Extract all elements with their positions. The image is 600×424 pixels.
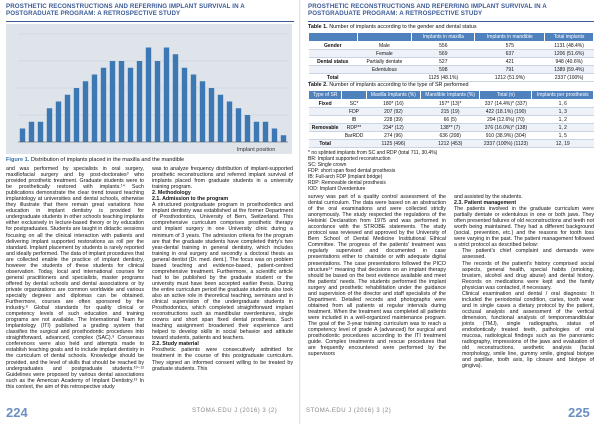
bar <box>236 108 241 142</box>
table1-header-cell: Implants in maxilla <box>412 33 475 42</box>
body-text: and was performed by specialists in oral surgery, maxillofacial surgery and by post-doctorates³ who provided prosthetic treatment. Graduate students were to be prosthetically restored with implants.¹⁴ Such publications demonstrate the clear trend toward teaching implantology at universities and dental schools, otherwise they illustrate that there remain great variations how education in implant dentistry is provided for undergraduate students in other schools teaching implants either exclusively in lecture-based theory or by education for postgraduates. Students are taught in didactic sessions focusing on all the clinical interaction with patients and delivering implant supported restorations as roll per the standard. Implant placement by students is rarely reported and ideally performed. The data of implant procedures that are collected enable the practice of implant dentistry, however the students of these students for clinical observation. Today, local and international courses for general practitioners and specialists, master programs offered by dental schools and dental associations or by private organizations are common worldwide and various specialty degrees and diplomas can be obtained. Furthermore, courses are often sponsored by the industry.⁸ Global standards for quality clinical or competency levels of such education and training programs are not available. The International Team for Implantology (ITI) published a grading system that classifies the surgical and prosthodontic procedures into straightforward, advanced, complex (SAC).⁹ Consensus conferences were also held and attempts made to establish teaching goals and to include implant dentistry in the curriculum of dental schools. Knowledge should be provided, and the level of skills that should be reached by undergraduates and postgraduate students.¹⁰⁻¹² Guidelines were proposed by various dental associations such as the American Academy of Implant Dentistry.¹³ In this context, the aim of this retrospective study <box>6 166 144 390</box>
table1-cell: 1125 (48.1%) <box>412 74 475 82</box>
table2-cell: BarRDD <box>342 132 367 140</box>
table2-caption: Number of implants according to the type of SR performed <box>329 82 469 88</box>
table2-cell <box>309 132 342 140</box>
table-row <box>309 116 594 124</box>
table1-label: Table 1. <box>308 24 328 30</box>
body-text: A structured postgraduate program in prosthodontics and implant dentistry was established at the former Department of Prosthodontics, University of Bern, Switzerland. This comprehensive curriculum comprises prosthetic therapy and implant surgery in one University clinic during a minimum of 3 years. The admission criteria for the program are that the graduate students have completed thirty's two year-dental training in general dentistry, which includes training in oral surgery and secondly a doctoral thesis as general dentist (Dr. med. dent.). The focus was on problem based teaching and evidence-based, patient-centred comprehensive treatment. Furthermore, a scientific article had to be published by the graduate student or the university must have been accepted earlier thesis. During the entire curriculum period the graduate students also took also an active role in theoretical teaching, seminars and in clinical supervision of the undergraduate students in Prosthodontics, which completed straightforward implant reconstructions such as mandibular overdentures, single crowns and short span fixed dental prosthesis. Such teaching assignment broadened their experience and helped to develop skills in social behavior and attitude toward students, patients and teachers. <box>152 202 293 342</box>
journal-footer: STOMA.EDU J (2016) 3 (2) <box>192 408 278 414</box>
table1-cell: Partially dentate <box>357 58 412 66</box>
figure-caption <box>6 157 294 163</box>
table2-header-row <box>309 91 594 100</box>
bar <box>38 122 43 142</box>
table-row <box>309 124 594 132</box>
table1-title <box>308 24 594 30</box>
bar <box>218 95 223 142</box>
subsection-heading: 2.3. Patient management <box>454 200 517 207</box>
table1-cell: 948 (40.6%) <box>545 58 594 66</box>
bar <box>110 61 115 142</box>
table2 <box>308 90 594 148</box>
table2-cell: 12, 19 <box>532 140 594 148</box>
table2-cell: 910 (38.9%) (304) <box>480 132 532 140</box>
table2-header-cell: Total (n) <box>480 91 532 100</box>
table1-cell: 1206 (51.6%) <box>545 50 594 58</box>
bar <box>173 54 178 142</box>
table1-cell: 556 <box>412 42 475 50</box>
table1-cell: Male <box>357 42 412 50</box>
table2-cell: 636 (208) <box>421 132 480 140</box>
table2-cell: 376 (16.0%)* (138) <box>480 124 532 132</box>
bar <box>191 75 196 143</box>
table1-cell: Total <box>309 74 358 82</box>
table-row <box>309 58 594 66</box>
table2-cell: Removable <box>309 124 342 132</box>
table2-cell: 1125 (496) <box>366 140 420 148</box>
table-row <box>309 140 594 148</box>
table2-cell: 66 (5) <box>421 116 480 124</box>
right-column-1 <box>308 194 446 402</box>
bar <box>29 122 34 142</box>
table1-header-row <box>309 33 594 42</box>
bar <box>119 61 124 142</box>
table1-cell: 575 <box>475 42 545 50</box>
table1-cell <box>357 74 412 82</box>
bar <box>56 102 61 143</box>
table2-header-cell: Implants per prosthesis <box>532 91 594 100</box>
table2-cell: 234* (12) <box>366 124 420 132</box>
table1-cell: 421 <box>475 58 545 66</box>
table1-cell <box>309 50 358 58</box>
table1-caption: Number of implants according to the gender and dental status <box>329 24 477 30</box>
table-row <box>309 50 594 58</box>
bar <box>83 81 88 142</box>
body-text: and assisted by the students. <box>454 194 523 200</box>
implant-position-chart <box>6 24 292 154</box>
table-note: IOD: Implant Overdenture <box>308 186 366 192</box>
page-number: 225 <box>568 405 590 420</box>
table2-cell: FDP <box>342 108 367 116</box>
table2-cell: 422 (18.1%) (190) <box>480 108 532 116</box>
table1-wrap <box>308 32 594 82</box>
table1-cell: Gender <box>309 42 358 50</box>
table2-cell: 1, 2 <box>532 116 594 124</box>
x-axis-label: Implant position <box>236 147 276 153</box>
table1-header-cell <box>357 33 412 42</box>
bar <box>92 75 97 143</box>
journal-footer: STOMA.EDU J (2016) 3 (2) <box>306 408 392 414</box>
bar <box>245 115 250 142</box>
table2-cell: 274 (96) <box>366 132 420 140</box>
table2-cell: 337 (14.4%)* (337) <box>480 100 532 108</box>
table2-cell: 1, 6 <box>532 100 594 108</box>
list-item: • Clinical examination and dental / oral diagnosis: It included the periodontal condition, caries, tooth wear and in single cases a dietary protocol by the patient, occlusal analysis and assessment of the vertical dimension, functional analysis of temporomandibular joints (TMJ), single radiographs, status of endodontically treated teeth, pathologies of oral mucosa, radiological findings such as the panoramic radiography, impressions of the jaws and evaluation of old reconstructions, aesthetic analysis (facial morphology, smile line, gummy smile, gingival biotype and papillae, tooth axis, lip closure and biotype of gingiva). <box>462 291 594 370</box>
bar <box>20 129 25 143</box>
subsection-heading: 2.2. Study material <box>152 341 199 348</box>
bar <box>281 135 286 142</box>
table2-cell: 294 (12.6%) (70) <box>480 116 532 124</box>
table2-cell: 215 (19) <box>421 108 480 116</box>
table-note: BR: Implant supported reconstruction <box>308 156 391 162</box>
table2-label: Table 2. <box>308 82 328 88</box>
table2-cell: RDP** <box>342 124 367 132</box>
table1-cell: Dental status <box>309 58 358 66</box>
table2-cell: SC* <box>342 100 367 108</box>
table2-cell: 228 (39) <box>366 116 420 124</box>
bar <box>272 129 277 143</box>
table1-cell: 569 <box>412 50 475 58</box>
bar <box>65 95 70 142</box>
table1-cell: Edentulous <box>357 66 412 74</box>
chart-svg <box>6 24 292 154</box>
table1-cell <box>309 66 358 74</box>
table1-header-cell <box>309 33 358 42</box>
table1-header-cell: Implants in mandible <box>475 33 545 42</box>
left-column-2 <box>152 166 293 402</box>
table-note: * no splinted implants from SC and RDP (total 711, 30.4%) <box>308 150 438 156</box>
table2-cell: 1, 2 <box>532 124 594 132</box>
table2-cell: 2337 (100%) (1123) <box>480 140 532 148</box>
body-text: Prosthetic patients were consecutively admitted for treatment in the course of this postgraduate curriculum. They signed an informed consent willing to be treated by graduate students. This <box>152 347 293 372</box>
right-page <box>300 0 600 424</box>
bar <box>182 68 187 142</box>
bar <box>155 61 160 142</box>
table-row <box>309 132 594 140</box>
bar <box>137 61 142 142</box>
running-header: PROSTHETIC RECONSTRUCTIONS AND REFERRING IMPLANT SURVIVAL IN A POSTGRADUATE PROGRAM: A RETROSPECTIVE STUDY <box>6 3 245 17</box>
body-text: survey was part of a quality control assessment of the dental curriculum. The data were based on an abstraction of the oral examinations and were collected strictly anonymously. The study respected the regulations of the Helsinki Declaration from 1975 and was performed in accordance with the STROBE statements. The study protocol was reviewed and approved by the University of Bern School of Dental Medicine Institutional Ethical Committee. The progress of the patients' treatment was regularly supervised and documented in case presentations either to chairside or with adequate digital presentations. The case presentations followed the PICO structure¹⁴ meaning that decisions on an implant therapy should be based on the best evidence available and meet the patients' needs. The students performed the implant surgery and prosthetic rehabilitation under the guidance and supervision of the director and staff specialists of the Department. Detailed records and photographs were obtained from all patients at regular intervals during treatment. When the treatment was completed all patients were included in a well-organized maintenance program. The goal of the 3-year training curriculum was to reach a competency level of grade A (advanced) for surgical and prosthodontic procedures according to the ITI treatment guide. Complex treatments and rescue procedures that are frequently encountered were performed by the supervisors <box>308 194 446 358</box>
table1-cell: 2337 (100%) <box>545 74 594 82</box>
table2-header-cell: Type of SR <box>309 91 342 100</box>
table-notes <box>308 150 594 192</box>
figure-label: Figure 1. <box>6 157 30 163</box>
bar <box>200 81 205 142</box>
table1-cell: 527 <box>412 58 475 66</box>
bar <box>74 88 79 142</box>
running-header: PROSTHETIC RECONSTRUCTIONS AND REFERRING IMPLANT SURVIVAL IN A POSTGRADUATE PROGRAM: A RETROSPECTIVE STUDY <box>308 3 547 17</box>
protocol-list <box>454 248 594 369</box>
list-item: • The records of the patient's history comprised social aspects, general health, special habits (smoking, bruxism, alcohol and drug abuse) and dental history. Records on medications were kept and the family physician was contacted, if necessary. <box>462 261 594 291</box>
table-note: SC: Single crown <box>308 162 347 168</box>
table2-cell: 207 (92) <box>366 108 420 116</box>
table1-cell: 637 <box>475 50 545 58</box>
body-text: was to analyze frequency distribution of implant-supported prosthetic reconstructions and referred implant survival of implants placed from graduate students in a university training program. <box>152 166 293 191</box>
right-column-2 <box>454 194 594 402</box>
table2-title <box>308 82 594 88</box>
table2-cell: 1, 3 <box>532 108 594 116</box>
table1-cell: 1389 (59.4%) <box>545 66 594 74</box>
header-rule <box>6 21 294 22</box>
table-row <box>309 42 594 50</box>
table-row <box>309 100 594 108</box>
table2-cell: 1, 5 <box>532 132 594 140</box>
table-row <box>309 66 594 74</box>
table-note: RDP: Removable dental prosthesis <box>308 180 386 186</box>
figure-caption-text: Distribution of implants placed in the maxilla and the mandible <box>30 157 185 163</box>
bar <box>254 122 259 142</box>
table-note: IB: Full-arch FDP (implant bridge) <box>308 174 383 180</box>
bar <box>227 102 232 143</box>
section-heading: 2. Methodology <box>152 190 191 197</box>
bar <box>146 48 151 143</box>
table1-cell: Female <box>357 50 412 58</box>
table2-cell <box>309 116 342 124</box>
bar <box>101 68 106 142</box>
subsection-heading: 2.1. Admission to the program <box>152 196 229 203</box>
table2-wrap <box>308 90 594 148</box>
table2-header-cell: Maxilla Implants (%) <box>366 91 420 100</box>
table1-cell: 1131 (48.4%) <box>545 42 594 50</box>
bar <box>164 48 169 143</box>
table-note: FDP: short span fixed dental prosthesis <box>308 168 396 174</box>
table2-cell <box>309 108 342 116</box>
left-column-1 <box>6 166 144 402</box>
bar <box>263 122 268 142</box>
table2-header-cell: Mandible Implants (%) <box>421 91 480 100</box>
table1-cell: 791 <box>475 66 545 74</box>
table2-cell: 138** (7) <box>421 124 480 132</box>
bar <box>209 88 214 142</box>
table1-cell: 598 <box>412 66 475 74</box>
table2-header-cell <box>342 91 367 100</box>
table1-cell: 1212 (51.9%) <box>475 74 545 82</box>
table-row <box>309 108 594 116</box>
table-row <box>309 74 594 82</box>
table2-cell: Fixed <box>309 100 342 108</box>
body-text: The patients involved in the graduate curriculum were partially dentate or edentulous in one or both jaws. They often presented failures of old reconstructions and teeth not worth being maintained. They had a different background (social, prevention, etc.) and the reasons for tooth loss were varying in the past. The patient management followed a strict protocol as described below: <box>454 206 594 249</box>
table1-header-cell: Total implants <box>545 33 594 42</box>
bar <box>128 68 133 142</box>
table1 <box>308 32 594 82</box>
page-number: 224 <box>6 405 28 420</box>
table2-cell: Total <box>309 140 342 148</box>
list-item: • The patient's chief complaint and demands were assessed. <box>462 248 594 260</box>
table2-cell: IB <box>342 116 367 124</box>
table2-cell <box>342 140 367 148</box>
table2-cell: 157* (13)* <box>421 100 480 108</box>
table2-cell: 1212 (453) <box>421 140 480 148</box>
table2-cell: 180* (16) <box>366 100 420 108</box>
bar <box>47 108 52 142</box>
header-rule <box>308 21 594 22</box>
